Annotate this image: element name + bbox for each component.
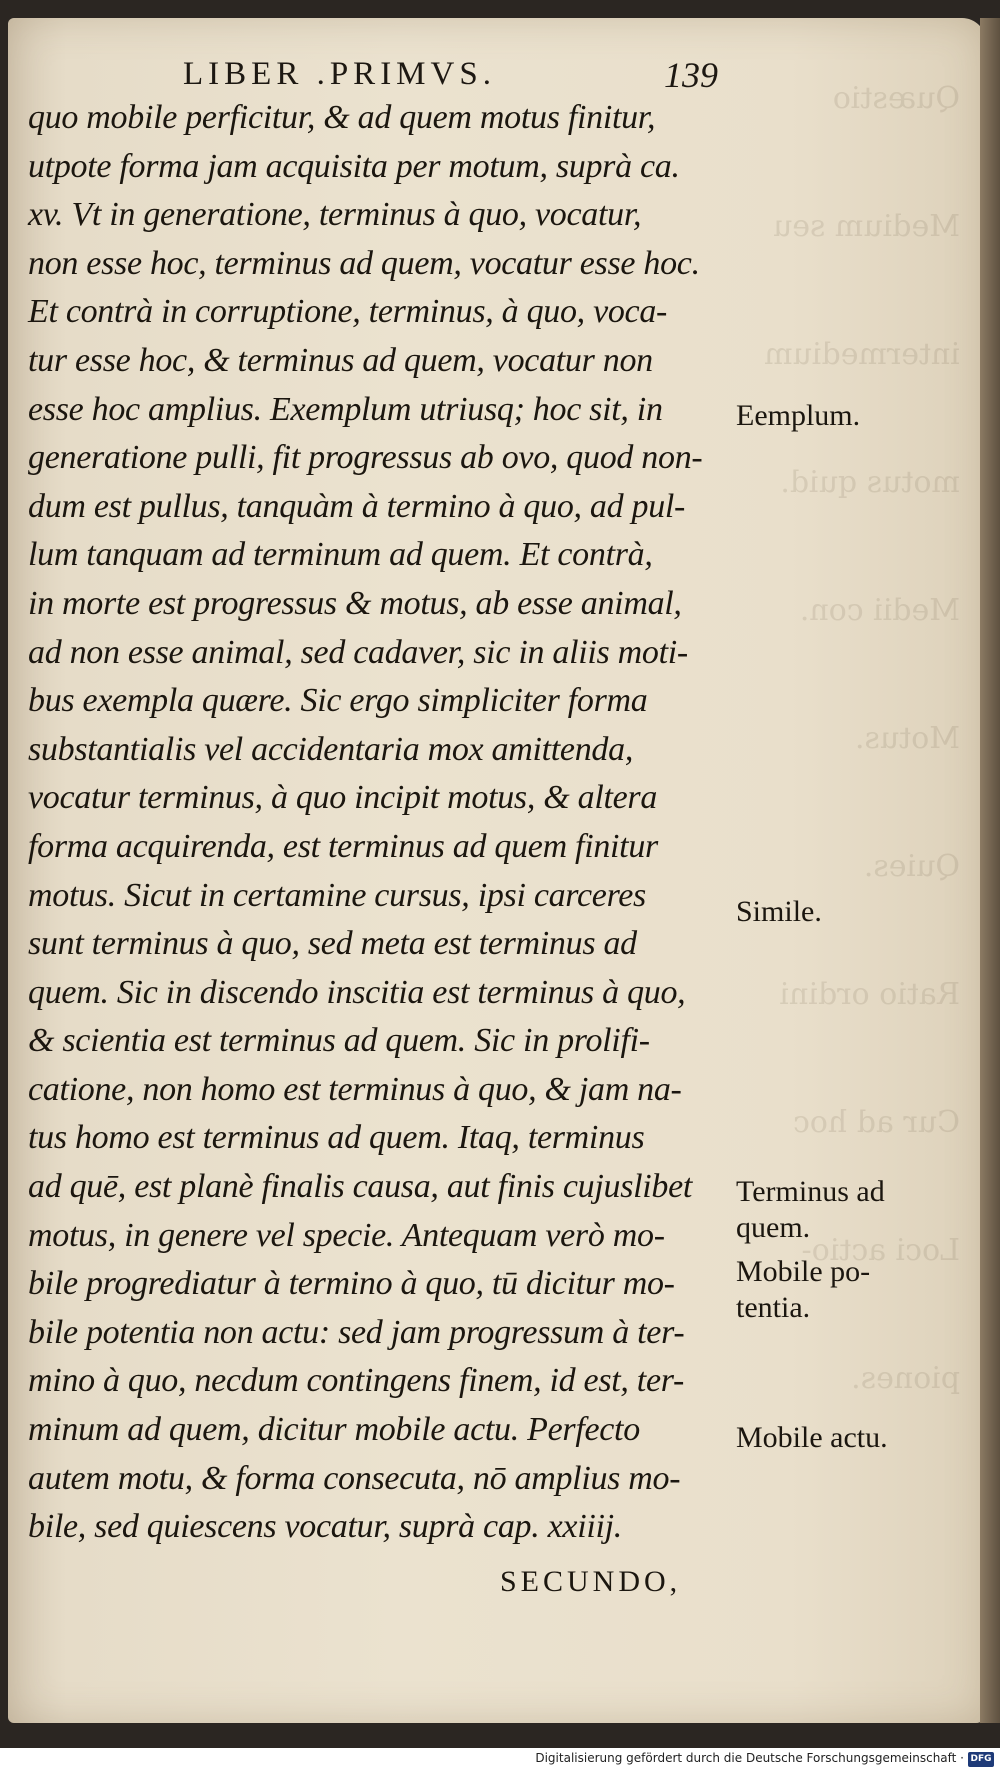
margin-note-line: Mobile actu. bbox=[736, 1421, 888, 1454]
margin-note-line: Mobile po- bbox=[736, 1255, 871, 1288]
page-fore-edge bbox=[980, 18, 1000, 1723]
bleed-through-line: Medium seu bbox=[772, 209, 960, 244]
bleed-through-line: Cur ad hoc bbox=[793, 1105, 960, 1140]
text-line: motus. Sicut in certamine cursus, ipsi carceres bbox=[28, 876, 646, 914]
dfg-logo-icon: DFG bbox=[968, 1752, 994, 1767]
margin-note-line: Terminus ad bbox=[736, 1175, 885, 1208]
text-line: autem motu, & forma consecuta, nō amplius mo- bbox=[28, 1459, 681, 1497]
margin-note-line: Simile. bbox=[736, 895, 822, 928]
text-line: xv. Vt in generatione, terminus à quo, vocatur, bbox=[28, 196, 642, 234]
text-line: Et contrà in corruptione, terminus, à quo, voca- bbox=[28, 293, 668, 331]
text-line: sunt terminus à quo, sed meta est terminus ad bbox=[28, 925, 637, 963]
main-text-block bbox=[28, 94, 728, 1552]
bleed-through-line: Motus. bbox=[854, 721, 960, 756]
text-line: forma acquirenda, est terminus ad quem finitur bbox=[28, 827, 658, 865]
text-line: quem. Sic in discendo inscitia est terminus à quo, bbox=[28, 973, 686, 1011]
page-number: 139 bbox=[664, 55, 718, 95]
margin-note-line: quem. bbox=[736, 1211, 811, 1244]
text-line: lum tanquam ad terminum ad quem. Et contrà, bbox=[28, 536, 653, 574]
bleed-through-line: Quæstio bbox=[832, 81, 960, 116]
margin-note-simile bbox=[736, 894, 822, 930]
catchword: SECUNDO, bbox=[500, 1565, 682, 1598]
text-line: bile progrediatur à termino à quo, tū dicitur mo- bbox=[28, 1265, 675, 1303]
bleed-through-line: Medii con. bbox=[799, 593, 960, 628]
text-line: esse hoc amplius. Exemplum utriusq; hoc sit, in bbox=[28, 390, 663, 428]
margin-note-line: tentia. bbox=[736, 1291, 811, 1324]
bleed-through-line: Loci actio- bbox=[801, 1233, 960, 1268]
bleed-through-line: intermedium bbox=[764, 337, 960, 372]
text-line: bile, sed quiescens vocatur, suprà cap. xxiiij. bbox=[28, 1508, 622, 1546]
text-line: ad quē, est planè finalis causa, aut finis cujuslibet bbox=[28, 1168, 693, 1206]
text-line: catione, non homo est terminus à quo, & jam na- bbox=[28, 1070, 682, 1108]
margin-note-mobile-potentia bbox=[736, 1254, 870, 1326]
text-line: in morte est progressus & motus, ab esse animal, bbox=[28, 584, 682, 622]
text-line: tur esse hoc, & terminus ad quem, vocatur non bbox=[28, 341, 653, 379]
text-line: ad non esse animal, sed cadaver, sic in aliis moti- bbox=[28, 633, 688, 671]
text-line: bile potentia non actu: sed jam progressum à ter- bbox=[28, 1313, 685, 1351]
running-head-title: LIBER .PRIMVS. bbox=[183, 56, 496, 92]
text-line: quo mobile perficitur, & ad quem motus finitur, bbox=[28, 99, 656, 136]
text-line: mino à quo, necdum contingens finem, id est, ter- bbox=[28, 1362, 685, 1400]
margin-note-terminus-ad-quem bbox=[736, 1174, 885, 1246]
text-line: substantialis vel accidentaria mox amittenda, bbox=[28, 730, 634, 768]
text-line: utpote forma jam acquisita per motum, suprà ca. bbox=[28, 147, 680, 185]
digitization-footer bbox=[0, 1748, 1000, 1772]
running-head bbox=[0, 52, 1000, 100]
bleed-through-line: motus quid. bbox=[780, 465, 960, 500]
text-line: bus exempla quære. Sic ergo simpliciter forma bbox=[28, 682, 648, 720]
margin-note-line: Eemplum. bbox=[736, 399, 861, 432]
text-line: non esse hoc, terminus ad quem, vocatur esse hoc. bbox=[28, 244, 700, 282]
text-line: & scientia est terminus ad quem. Sic in prolifi- bbox=[28, 1022, 650, 1060]
text-line: tus homo est terminus ad quem. Itaq, terminus bbox=[28, 1119, 645, 1157]
bleed-through-line: piones. bbox=[851, 1361, 960, 1396]
bleed-through-line: Ratio ordini bbox=[779, 977, 960, 1012]
bleed-through-line: Quies. bbox=[863, 849, 960, 884]
text-line: motus, in genere vel specie. Antequam verò mo- bbox=[28, 1216, 665, 1254]
margin-note-exemplum bbox=[736, 398, 860, 434]
funding-credit: Digitalisierung gefördert durch die Deutsche Forschungsgemeinschaft · bbox=[535, 1751, 964, 1765]
text-line: dum est pullus, tanquàm à termino à quo, ad pul- bbox=[28, 487, 686, 525]
text-line: vocatur terminus, à quo incipit motus, & altera bbox=[28, 779, 658, 817]
margin-note-mobile-actu bbox=[736, 1420, 888, 1456]
text-line: generatione pulli, fit progressus ab ovo, quod non- bbox=[28, 439, 703, 477]
text-line: minum ad quem, dicitur mobile actu. Perfecto bbox=[28, 1411, 640, 1449]
